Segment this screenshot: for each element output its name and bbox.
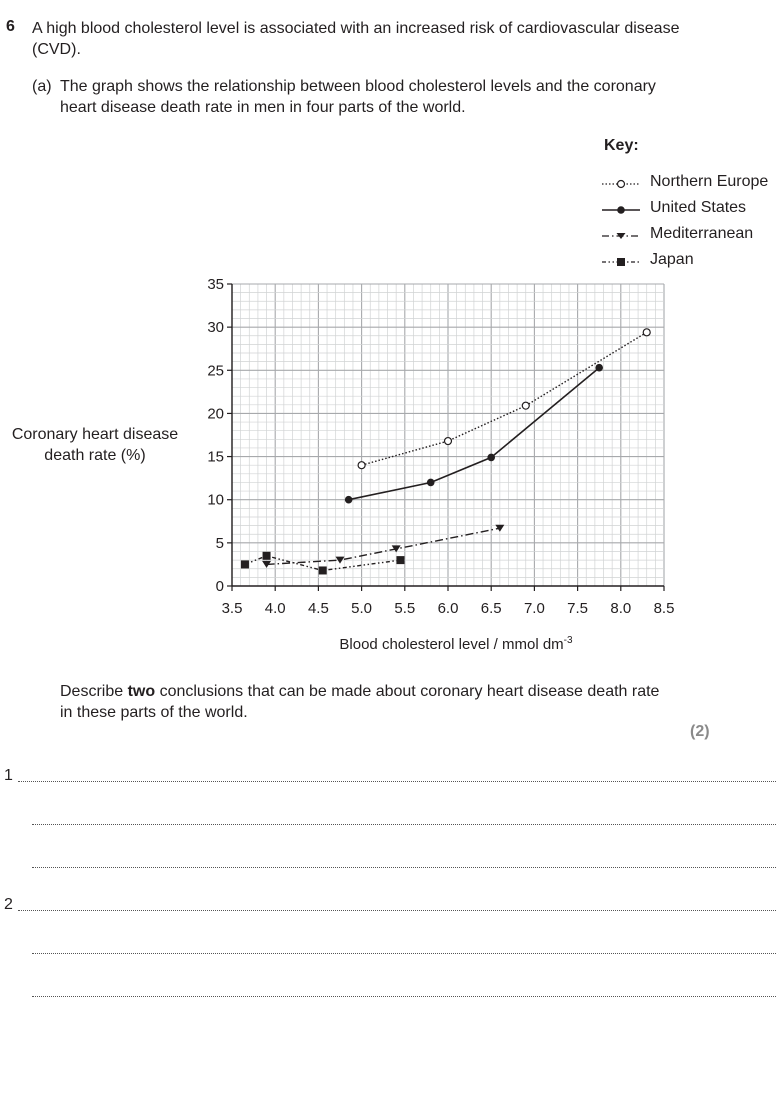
y-tick-label: 35 (207, 276, 224, 293)
chart-grid (232, 284, 664, 586)
question-number: 6 (6, 18, 15, 35)
x-tick-label: 5.5 (394, 600, 416, 617)
data-point-northern-europe (522, 402, 529, 409)
data-point-japan (241, 560, 249, 568)
part-text: The graph shows the relationship between blood cholesterol levels and the coronary heart disease death rate in men in four parts of the world. (60, 78, 656, 116)
x-tick-label: 4.0 (264, 600, 286, 617)
answer-line-3[interactable] (32, 867, 776, 868)
y-axis-label-line1: Coronary heart disease (11, 426, 179, 443)
x-tick-label: 7.5 (567, 600, 589, 617)
answer-number-1: 1 (4, 767, 13, 784)
y-tick-label: 20 (207, 405, 224, 423)
x-axis-label-text: Blood cholesterol level / mmol dm (339, 636, 564, 653)
data-point-northern-europe (445, 438, 452, 445)
x-tick-label: 7.0 (523, 600, 545, 617)
data-point-northern-europe (643, 329, 650, 336)
x-tick-label: 3.5 (221, 600, 243, 617)
instruction-post: conclusions that can be made about coronary heart disease death rate in these parts of the world. (60, 683, 660, 721)
data-point-japan (263, 552, 271, 560)
answer-number-2: 2 (4, 896, 13, 913)
data-point-japan (396, 556, 404, 564)
x-tick-label: 6.0 (437, 600, 459, 617)
instruction-pre: Describe (60, 683, 128, 700)
data-point-united-states (427, 479, 435, 487)
x-tick-label: 8.0 (610, 600, 632, 617)
x-tick-label: 5.0 (351, 600, 373, 617)
y-tick-label: 0 (215, 578, 224, 595)
answer-line-2[interactable] (32, 824, 776, 825)
x-tick-label: 6.5 (480, 600, 502, 617)
x-axis-label-superscript: -3 (563, 635, 573, 646)
answer-line-5[interactable] (32, 953, 776, 954)
key-label-mediterranean: Mediterranean (650, 225, 754, 242)
instruction-text (60, 681, 660, 723)
data-point-united-states (487, 454, 495, 462)
y-tick-label: 25 (207, 362, 224, 380)
answer-line-1[interactable] (18, 781, 776, 782)
data-point-united-states (595, 364, 603, 372)
instruction-bold: two (127, 683, 156, 700)
y-tick-label: 5 (215, 534, 224, 552)
data-point-japan (319, 566, 327, 574)
y-axis-label-line2: death rate (%) (44, 447, 146, 464)
key-title: Key: (604, 137, 639, 154)
y-tick-label: 15 (207, 448, 224, 466)
marks-label: (2) (690, 723, 710, 740)
data-point-united-states (345, 496, 353, 504)
x-axis-label (339, 635, 573, 653)
chart-data-points (241, 329, 650, 575)
answer-line-4[interactable] (18, 910, 776, 911)
data-point-northern-europe (358, 462, 365, 469)
y-tick-label: 30 (207, 319, 224, 337)
x-tick-label: 4.5 (307, 600, 329, 617)
key-label-united-states: United States (650, 199, 747, 216)
key-label-northern-europe: Northern Europe (650, 173, 769, 190)
part-label: (a) (32, 78, 52, 95)
answer-line-6[interactable] (32, 996, 776, 997)
y-tick-label: 10 (207, 491, 224, 509)
question-text: A high blood cholesterol level is associated with an increased risk of cardiovascular disease (CVD). (32, 20, 680, 58)
key-label-japan: Japan (650, 251, 694, 268)
x-tick-label: 8.5 (653, 600, 675, 617)
series-line-mediterranean (267, 528, 500, 564)
